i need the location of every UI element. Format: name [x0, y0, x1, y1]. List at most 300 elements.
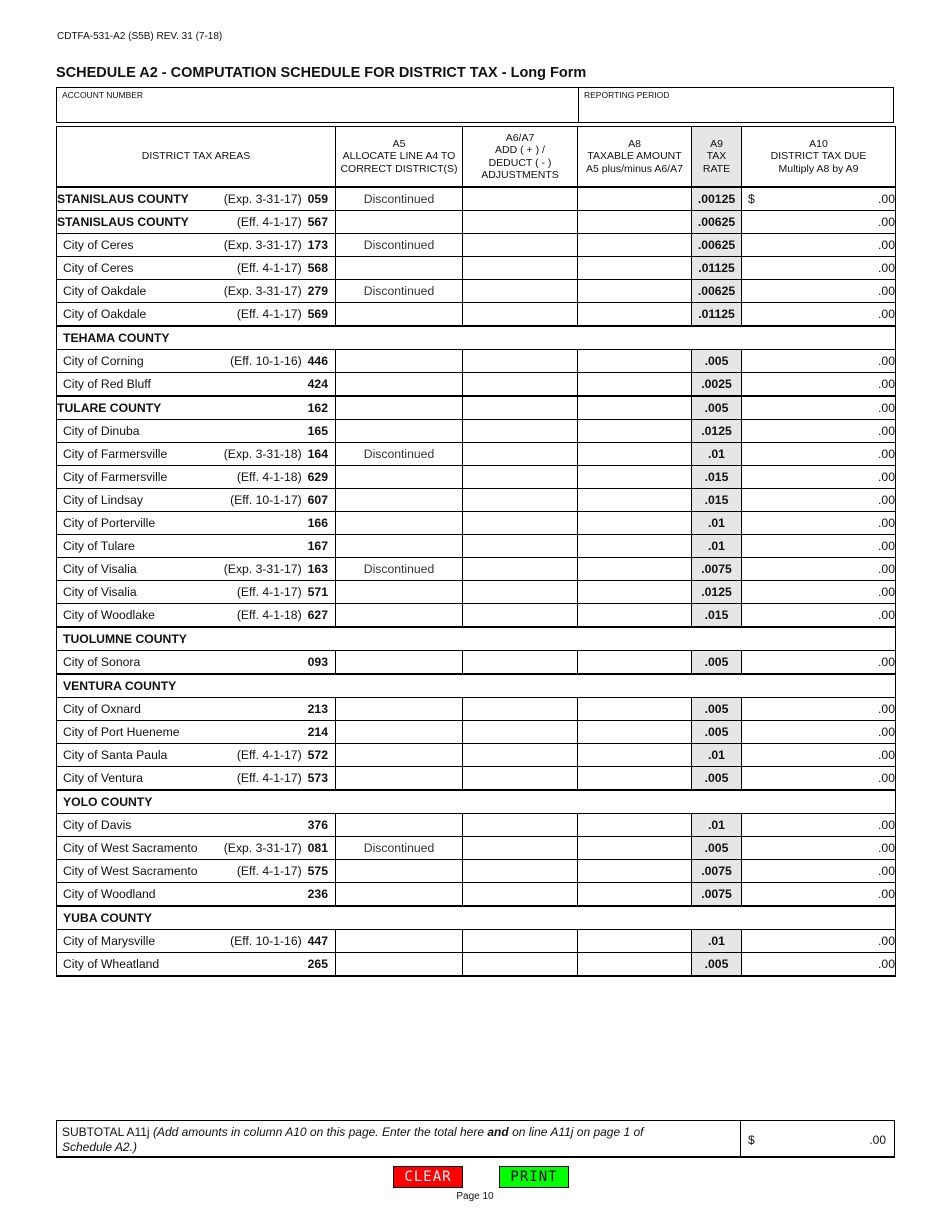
- a6a7-adjustment-field[interactable]: [463, 257, 578, 280]
- district-name: City of Davis: [63, 818, 132, 832]
- a9-tax-rate: .005: [692, 721, 742, 744]
- print-button[interactable]: PRINT: [499, 1166, 569, 1188]
- a6a7-adjustment-field[interactable]: [463, 234, 578, 257]
- tax-due-amount: .00: [878, 864, 895, 878]
- table-row: [57, 466, 896, 489]
- a8-taxable-amount-field[interactable]: [578, 744, 692, 767]
- table-row: [57, 303, 896, 327]
- a10-tax-due-field[interactable]: [742, 466, 896, 489]
- a9-tax-rate: .015: [692, 489, 742, 512]
- a6a7-adjustment-field[interactable]: [463, 883, 578, 907]
- a6a7-adjustment-field[interactable]: [463, 581, 578, 604]
- table-row: [57, 350, 896, 373]
- col-a10: [742, 127, 896, 188]
- table-row: [57, 883, 896, 907]
- table-row: [57, 211, 896, 234]
- tax-due-amount: .00: [878, 470, 895, 484]
- header-line: A5: [392, 137, 406, 150]
- district-code: 627: [307, 608, 328, 622]
- effective-note: (Eff. 4-1-17): [236, 215, 302, 229]
- district-area: [57, 604, 336, 628]
- a6a7-adjustment-field[interactable]: [463, 558, 578, 581]
- district-code: 173: [307, 238, 328, 252]
- col-a5: [336, 127, 463, 188]
- tax-due-amount: .00: [878, 608, 895, 622]
- district-name: City of Woodland: [63, 887, 156, 901]
- tax-due-amount: .00: [878, 215, 895, 229]
- a8-taxable-amount-field[interactable]: [578, 489, 692, 512]
- col-a8: [578, 127, 692, 188]
- tax-due-amount: .00: [878, 887, 895, 901]
- table-row: [57, 698, 896, 721]
- county-heading-row: [57, 906, 896, 930]
- a9-tax-rate: .0075: [692, 860, 742, 883]
- a5-allocate-field[interactable]: [336, 396, 463, 420]
- a6a7-adjustment-field[interactable]: [463, 350, 578, 373]
- county-name: TEHAMA COUNTY: [63, 331, 170, 345]
- a10-tax-due-field[interactable]: [742, 767, 896, 791]
- a10-tax-due-field[interactable]: [742, 257, 896, 280]
- district-code: 059: [307, 192, 328, 206]
- a9-tax-rate: .0075: [692, 883, 742, 907]
- header-line: TAXABLE AMOUNT: [587, 150, 682, 163]
- district-area: [57, 744, 336, 767]
- tax-due-amount: .00: [878, 702, 895, 716]
- district-name: TULARE COUNTY: [57, 401, 162, 415]
- table-header: [57, 127, 896, 188]
- a6a7-adjustment-field[interactable]: [463, 767, 578, 791]
- a5-allocate-field[interactable]: [336, 373, 463, 397]
- a5-allocate-field: Discontinued: [336, 558, 463, 581]
- a6a7-adjustment-field[interactable]: [463, 953, 578, 977]
- a8-taxable-amount-field[interactable]: [578, 535, 692, 558]
- a9-tax-rate: .01125: [692, 257, 742, 280]
- district-name: City of Sonora: [63, 655, 141, 669]
- a8-taxable-amount-field[interactable]: [578, 698, 692, 721]
- a10-tax-due-field[interactable]: [742, 373, 896, 397]
- a9-tax-rate: .015: [692, 604, 742, 628]
- dollar-sign: $: [748, 192, 755, 206]
- district-area: [57, 512, 336, 535]
- a10-tax-due-field[interactable]: [742, 512, 896, 535]
- a8-taxable-amount-field[interactable]: [578, 257, 692, 280]
- a10-tax-due-field[interactable]: [742, 350, 896, 373]
- a10-tax-due-field[interactable]: [742, 280, 896, 303]
- effective-note: (Eff. 10-1-17): [230, 493, 302, 507]
- col-a9: [692, 127, 742, 188]
- tax-due-amount: .00: [878, 307, 895, 321]
- district-area: [57, 814, 336, 837]
- effective-note: (Eff. 4-1-17): [236, 261, 302, 275]
- a6a7-adjustment-field[interactable]: [463, 837, 578, 860]
- a8-taxable-amount-field[interactable]: [578, 396, 692, 420]
- tax-due-amount: .00: [878, 424, 895, 438]
- col-a6a7: [463, 127, 578, 188]
- a6a7-adjustment-field[interactable]: [463, 280, 578, 303]
- a10-tax-due-field[interactable]: [742, 581, 896, 604]
- district-name: City of Marysville: [63, 934, 156, 948]
- district-name: STANISLAUS COUNTY: [57, 192, 189, 206]
- a8-taxable-amount-field[interactable]: [578, 443, 692, 466]
- a6a7-adjustment-field[interactable]: [463, 721, 578, 744]
- a8-taxable-amount-field[interactable]: [578, 280, 692, 303]
- district-name: City of Santa Paula: [63, 748, 168, 762]
- a5-allocate-field[interactable]: [336, 698, 463, 721]
- district-name: STANISLAUS COUNTY: [57, 215, 189, 229]
- effective-note: (Eff. 4-1-18): [236, 470, 302, 484]
- district-name: City of Lindsay: [63, 493, 143, 507]
- account-number-input[interactable]: [62, 102, 571, 122]
- a6a7-adjustment-field[interactable]: [463, 744, 578, 767]
- tax-due-amount: .00: [878, 284, 895, 298]
- district-name: City of Ceres: [63, 261, 134, 275]
- district-name: City of West Sacramento: [63, 864, 198, 878]
- district-area: [57, 581, 336, 604]
- tax-due-amount: .00: [878, 818, 895, 832]
- a5-allocate-field[interactable]: [336, 420, 463, 443]
- a10-tax-due-field[interactable]: [742, 814, 896, 837]
- header-line: Multiply A8 by A9: [778, 162, 859, 175]
- effective-note: (Eff. 4-1-17): [236, 748, 302, 762]
- district-code: 167: [307, 539, 328, 553]
- tax-due-amount: .00: [878, 377, 895, 391]
- district-name: City of Farmersville: [63, 470, 168, 484]
- table-row: [57, 837, 896, 860]
- county-name: VENTURA COUNTY: [63, 679, 177, 693]
- a8-taxable-amount-field[interactable]: [578, 930, 692, 953]
- a5-allocate-field[interactable]: [336, 257, 463, 280]
- a9-tax-rate: .00625: [692, 211, 742, 234]
- district-code: 571: [307, 585, 328, 599]
- table-row: [57, 420, 896, 443]
- a8-taxable-amount-field[interactable]: [578, 420, 692, 443]
- county-heading-row: [57, 627, 896, 651]
- table-row: [57, 860, 896, 883]
- a5-allocate-field[interactable]: [336, 489, 463, 512]
- district-code: 607: [307, 493, 328, 507]
- a5-allocate-field[interactable]: [336, 953, 463, 977]
- district-area: [57, 698, 336, 721]
- a10-tax-due-field[interactable]: [742, 837, 896, 860]
- table-row: [57, 930, 896, 953]
- a9-tax-rate: .00125: [692, 187, 742, 211]
- a6a7-adjustment-field[interactable]: [463, 420, 578, 443]
- table-row: [57, 953, 896, 977]
- tax-due-amount: .00: [878, 261, 895, 275]
- a8-taxable-amount-field[interactable]: [578, 953, 692, 977]
- a10-tax-due-field[interactable]: [742, 187, 896, 211]
- a8-taxable-amount-field[interactable]: [578, 512, 692, 535]
- a8-taxable-amount-field[interactable]: [578, 211, 692, 234]
- a8-taxable-amount-field[interactable]: [578, 767, 692, 791]
- a8-taxable-amount-field[interactable]: [578, 234, 692, 257]
- district-code: 446: [307, 354, 328, 368]
- a6a7-adjustment-field[interactable]: [463, 860, 578, 883]
- district-name: City of Ceres: [63, 238, 134, 252]
- district-code: 214: [307, 725, 328, 739]
- subtotal-box: [56, 1120, 895, 1158]
- effective-note: (Exp. 3-31-17): [223, 192, 302, 206]
- district-name: City of Corning: [63, 354, 144, 368]
- district-name: City of Visalia: [63, 585, 137, 599]
- a10-tax-due-field[interactable]: [742, 443, 896, 466]
- a5-allocate-field[interactable]: [336, 350, 463, 373]
- table-row: [57, 581, 896, 604]
- a8-taxable-amount-field[interactable]: [578, 837, 692, 860]
- effective-note: (Eff. 4-1-18): [236, 608, 302, 622]
- district-name: City of Tulare: [63, 539, 135, 553]
- header-line: A9: [710, 137, 723, 150]
- a5-allocate-field[interactable]: [336, 581, 463, 604]
- reporting-period-label: REPORTING PERIOD: [584, 90, 670, 100]
- a10-tax-due-field[interactable]: [742, 930, 896, 953]
- page-title: SCHEDULE A2 - COMPUTATION SCHEDULE FOR DISTRICT TAX - Long Form: [56, 65, 587, 81]
- a9-tax-rate: .005: [692, 350, 742, 373]
- header-line: ALLOCATE LINE A4 TO: [342, 150, 456, 163]
- a6a7-adjustment-field[interactable]: [463, 814, 578, 837]
- a9-tax-rate: .0075: [692, 558, 742, 581]
- district-area: [57, 234, 336, 257]
- a6a7-adjustment-field[interactable]: [463, 373, 578, 397]
- district-area: [57, 211, 336, 234]
- table-row: [57, 443, 896, 466]
- effective-note: (Exp. 3-31-17): [223, 284, 302, 298]
- a5-allocate-field[interactable]: [336, 466, 463, 489]
- a8-taxable-amount-field[interactable]: [578, 581, 692, 604]
- header-line: A8: [628, 137, 641, 150]
- a9-tax-rate: .0125: [692, 420, 742, 443]
- account-header: [56, 87, 894, 123]
- a9-tax-rate: .01: [692, 512, 742, 535]
- district-code: 213: [307, 702, 328, 716]
- tax-due-amount: .00: [878, 725, 895, 739]
- header-line: DISTRICT TAX DUE: [770, 150, 867, 163]
- effective-note: (Eff. 4-1-17): [236, 307, 302, 321]
- district-code: 081: [307, 841, 328, 855]
- a5-allocate-field[interactable]: [336, 303, 463, 327]
- a8-taxable-amount-field[interactable]: [578, 604, 692, 628]
- district-area: [57, 558, 336, 581]
- a10-tax-due-field[interactable]: [742, 883, 896, 907]
- a9-tax-rate: .01: [692, 814, 742, 837]
- a9-tax-rate: .005: [692, 651, 742, 675]
- a8-taxable-amount-field[interactable]: [578, 814, 692, 837]
- a6a7-adjustment-field[interactable]: [463, 535, 578, 558]
- district-code: 165: [307, 424, 328, 438]
- a6a7-adjustment-field[interactable]: [463, 443, 578, 466]
- a6a7-adjustment-field[interactable]: [463, 187, 578, 211]
- a9-tax-rate: .01125: [692, 303, 742, 327]
- a5-allocate-field: Discontinued: [336, 443, 463, 466]
- a10-tax-due-field[interactable]: [742, 420, 896, 443]
- a6a7-adjustment-field[interactable]: [463, 211, 578, 234]
- table-row: [57, 604, 896, 628]
- table-row: [57, 489, 896, 512]
- district-name: City of Dinuba: [63, 424, 140, 438]
- a9-tax-rate: .0025: [692, 373, 742, 397]
- a10-tax-due-field[interactable]: [742, 698, 896, 721]
- a8-taxable-amount-field[interactable]: [578, 651, 692, 675]
- district-code: 166: [307, 516, 328, 530]
- table-row: [57, 651, 896, 675]
- form-id: CDTFA-531-A2 (S5B) REV. 31 (7-18): [57, 31, 223, 42]
- tax-due-amount: .00: [878, 539, 895, 553]
- a5-allocate-field[interactable]: [336, 767, 463, 791]
- table-row: [57, 744, 896, 767]
- a5-allocate-field[interactable]: [336, 721, 463, 744]
- effective-note: (Eff. 4-1-17): [236, 864, 302, 878]
- a10-tax-due-field[interactable]: [742, 953, 896, 977]
- tax-due-amount: .00: [878, 585, 895, 599]
- district-area: [57, 651, 336, 675]
- district-code: 424: [307, 377, 328, 391]
- subtotal-dollar: $: [748, 1133, 755, 1147]
- a10-tax-due-field[interactable]: [742, 211, 896, 234]
- a10-tax-due-field[interactable]: [742, 604, 896, 628]
- subtotal-text: [62, 1125, 662, 1155]
- table-row: [57, 535, 896, 558]
- a8-taxable-amount-field[interactable]: [578, 860, 692, 883]
- subtotal-amount[interactable]: .00: [869, 1133, 886, 1147]
- header-line: RATE: [702, 162, 731, 175]
- a5-allocate-field[interactable]: [336, 860, 463, 883]
- subtotal-label: SUBTOTAL A11j: [62, 1125, 150, 1139]
- a10-tax-due-field[interactable]: [742, 396, 896, 420]
- tax-due-amount: .00: [878, 354, 895, 368]
- a6a7-adjustment-field[interactable]: [463, 604, 578, 628]
- a5-allocate-field[interactable]: [336, 211, 463, 234]
- a10-tax-due-field[interactable]: [742, 535, 896, 558]
- a9-tax-rate: .01: [692, 930, 742, 953]
- table-row: [57, 234, 896, 257]
- district-code: 575: [307, 864, 328, 878]
- a5-allocate-field[interactable]: [336, 744, 463, 767]
- district-area: [57, 350, 336, 373]
- a9-tax-rate: .005: [692, 837, 742, 860]
- effective-note: (Exp. 3-31-17): [223, 562, 302, 576]
- a10-tax-due-field[interactable]: [742, 303, 896, 327]
- table-row: [57, 721, 896, 744]
- district-area: [57, 396, 336, 420]
- district-code: 236: [307, 887, 328, 901]
- a10-tax-due-field[interactable]: [742, 489, 896, 512]
- county-heading-row: [57, 326, 896, 350]
- district-area: [57, 837, 336, 860]
- subtotal-instr-2: on line A11j on page 1 of Schedule A2.): [62, 1125, 644, 1154]
- effective-note: (Exp. 3-31-17): [223, 841, 302, 855]
- a10-tax-due-field[interactable]: [742, 651, 896, 675]
- reporting-period-input[interactable]: [584, 102, 888, 122]
- a8-taxable-amount-field[interactable]: [578, 558, 692, 581]
- a8-taxable-amount-field[interactable]: [578, 303, 692, 327]
- a6a7-adjustment-field[interactable]: [463, 512, 578, 535]
- county-name: TUOLUMNE COUNTY: [63, 632, 187, 646]
- subtotal-instr-1: (Add amounts in column A10 on this page. Enter the total here: [152, 1125, 485, 1139]
- header-line: ADD ( + ) /: [495, 144, 545, 156]
- a6a7-adjustment-field[interactable]: [463, 930, 578, 953]
- district-area: [57, 373, 336, 397]
- table-row: [57, 280, 896, 303]
- a5-allocate-field[interactable]: [336, 512, 463, 535]
- a6a7-adjustment-field[interactable]: [463, 466, 578, 489]
- a5-allocate-field: Discontinued: [336, 280, 463, 303]
- district-area: [57, 257, 336, 280]
- table-row: [57, 767, 896, 791]
- a6a7-adjustment-field[interactable]: [463, 489, 578, 512]
- a10-tax-due-field[interactable]: [742, 721, 896, 744]
- district-name: City of Woodlake: [63, 608, 155, 622]
- district-area: [57, 443, 336, 466]
- a10-tax-due-field[interactable]: [742, 234, 896, 257]
- a5-allocate-field[interactable]: [336, 930, 463, 953]
- tax-due-amount: .00: [878, 401, 895, 415]
- district-code: 569: [307, 307, 328, 321]
- district-code: 162: [307, 401, 328, 415]
- a8-taxable-amount-field[interactable]: [578, 883, 692, 907]
- district-area: [57, 860, 336, 883]
- a5-allocate-field[interactable]: [336, 814, 463, 837]
- district-area: [57, 535, 336, 558]
- a8-taxable-amount-field[interactable]: [578, 350, 692, 373]
- effective-note: (Exp. 3-31-18): [223, 447, 302, 461]
- subtotal-instr-and: and: [487, 1125, 509, 1139]
- a10-tax-due-field[interactable]: [742, 744, 896, 767]
- tax-due-amount: .00: [878, 748, 895, 762]
- header-line: DEDUCT ( - ): [488, 156, 552, 169]
- table-row: [57, 373, 896, 397]
- a10-tax-due-field[interactable]: [742, 558, 896, 581]
- table-row: [57, 396, 896, 420]
- district-code: 573: [307, 771, 328, 785]
- district-area: [57, 187, 336, 211]
- district-name: City of Wheatland: [63, 957, 160, 971]
- a6a7-adjustment-field[interactable]: [463, 651, 578, 675]
- district-name: City of West Sacramento: [63, 841, 198, 855]
- a9-tax-rate: .005: [692, 396, 742, 420]
- county-name: YOLO COUNTY: [63, 795, 153, 809]
- district-area: [57, 721, 336, 744]
- district-tax-table: [56, 126, 896, 977]
- a10-tax-due-field[interactable]: [742, 860, 896, 883]
- a8-taxable-amount-field[interactable]: [578, 373, 692, 397]
- a6a7-adjustment-field[interactable]: [463, 698, 578, 721]
- table-row: [57, 814, 896, 837]
- a5-allocate-field: Discontinued: [336, 837, 463, 860]
- a5-allocate-field[interactable]: [336, 604, 463, 628]
- a8-taxable-amount-field[interactable]: [578, 187, 692, 211]
- effective-note: (Eff. 4-1-17): [236, 771, 302, 785]
- a6a7-adjustment-field[interactable]: [463, 396, 578, 420]
- district-name: City of Farmersville: [63, 447, 168, 461]
- a5-allocate-field[interactable]: [336, 651, 463, 675]
- a9-tax-rate: .005: [692, 767, 742, 791]
- clear-button[interactable]: CLEAR: [393, 1166, 463, 1188]
- a9-tax-rate: .005: [692, 953, 742, 977]
- a8-taxable-amount-field[interactable]: [578, 466, 692, 489]
- county-heading-row: [57, 790, 896, 814]
- a5-allocate-field[interactable]: [336, 535, 463, 558]
- district-area: [57, 489, 336, 512]
- tax-due-amount: .00: [878, 192, 895, 206]
- col-areas: DISTRICT TAX AREAS: [57, 127, 336, 188]
- a8-taxable-amount-field[interactable]: [578, 721, 692, 744]
- district-code: 279: [307, 284, 328, 298]
- a6a7-adjustment-field[interactable]: [463, 303, 578, 327]
- district-name: City of Visalia: [63, 562, 137, 576]
- a5-allocate-field[interactable]: [336, 883, 463, 907]
- district-area: [57, 883, 336, 907]
- district-name: City of Ventura: [63, 771, 143, 785]
